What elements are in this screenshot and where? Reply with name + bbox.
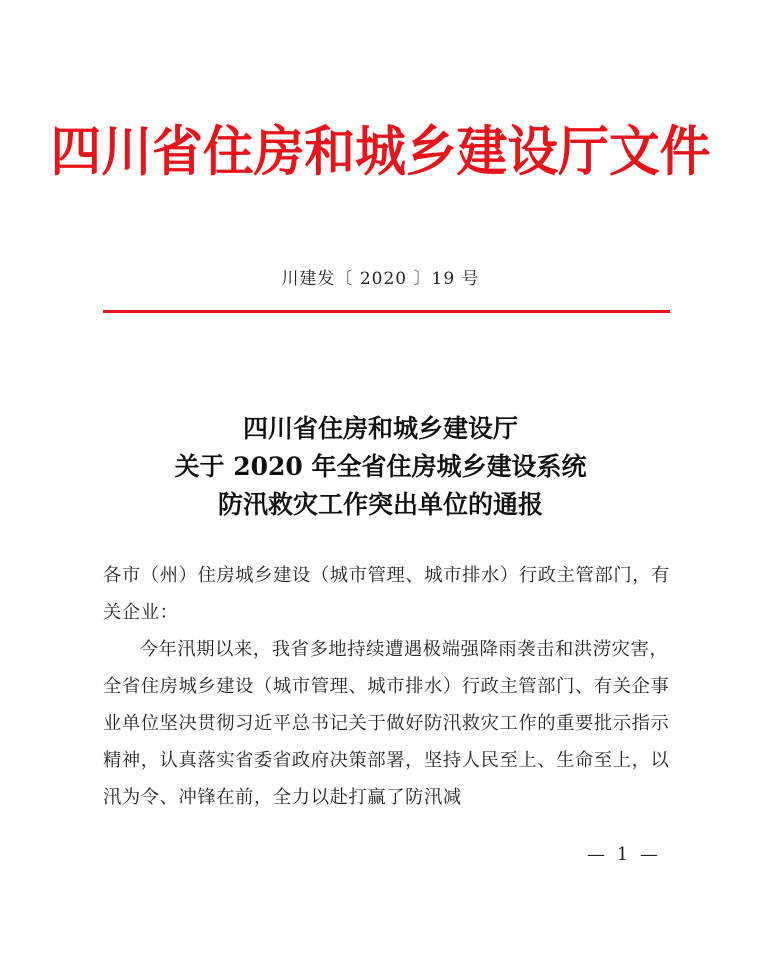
red-divider-line — [103, 310, 670, 313]
salutation: 各市（州）住房城乡建设（城市管理、城市排水）行政主管部门，有关企业： — [103, 565, 670, 623]
document-title-line-2: 关于 2020 年全省住房城乡建设系统 — [174, 452, 587, 481]
issuer-header-title: 四川省住房和城乡建设厅文件 — [50, 120, 711, 183]
document-body — [103, 557, 670, 816]
document-title-line-3: 防汛救灾工作突出单位的通报 — [217, 490, 543, 519]
document-title — [0, 410, 761, 524]
document-number: 川建发〔 2020 〕19 号 — [281, 269, 480, 289]
page-number: — 1 — — [587, 844, 661, 865]
body-paragraph-1: 今年汛期以来，我省多地持续遭遇极端强降雨袭击和洪涝灾害，全省住房城乡建设（城市管理、城市排水）行政主管部门、有关企事业单位坚决贯彻习近平总书记关于做好防汛救灾工作的重要批示指示精神，认真落实省委省政府决策部署，坚持人民至上、生命至上，以汛为令、冲锋在前，全力以赴打赢了防汛减 — [103, 639, 670, 808]
document-title-line-1: 四川省住房和城乡建设厅 — [242, 414, 518, 443]
